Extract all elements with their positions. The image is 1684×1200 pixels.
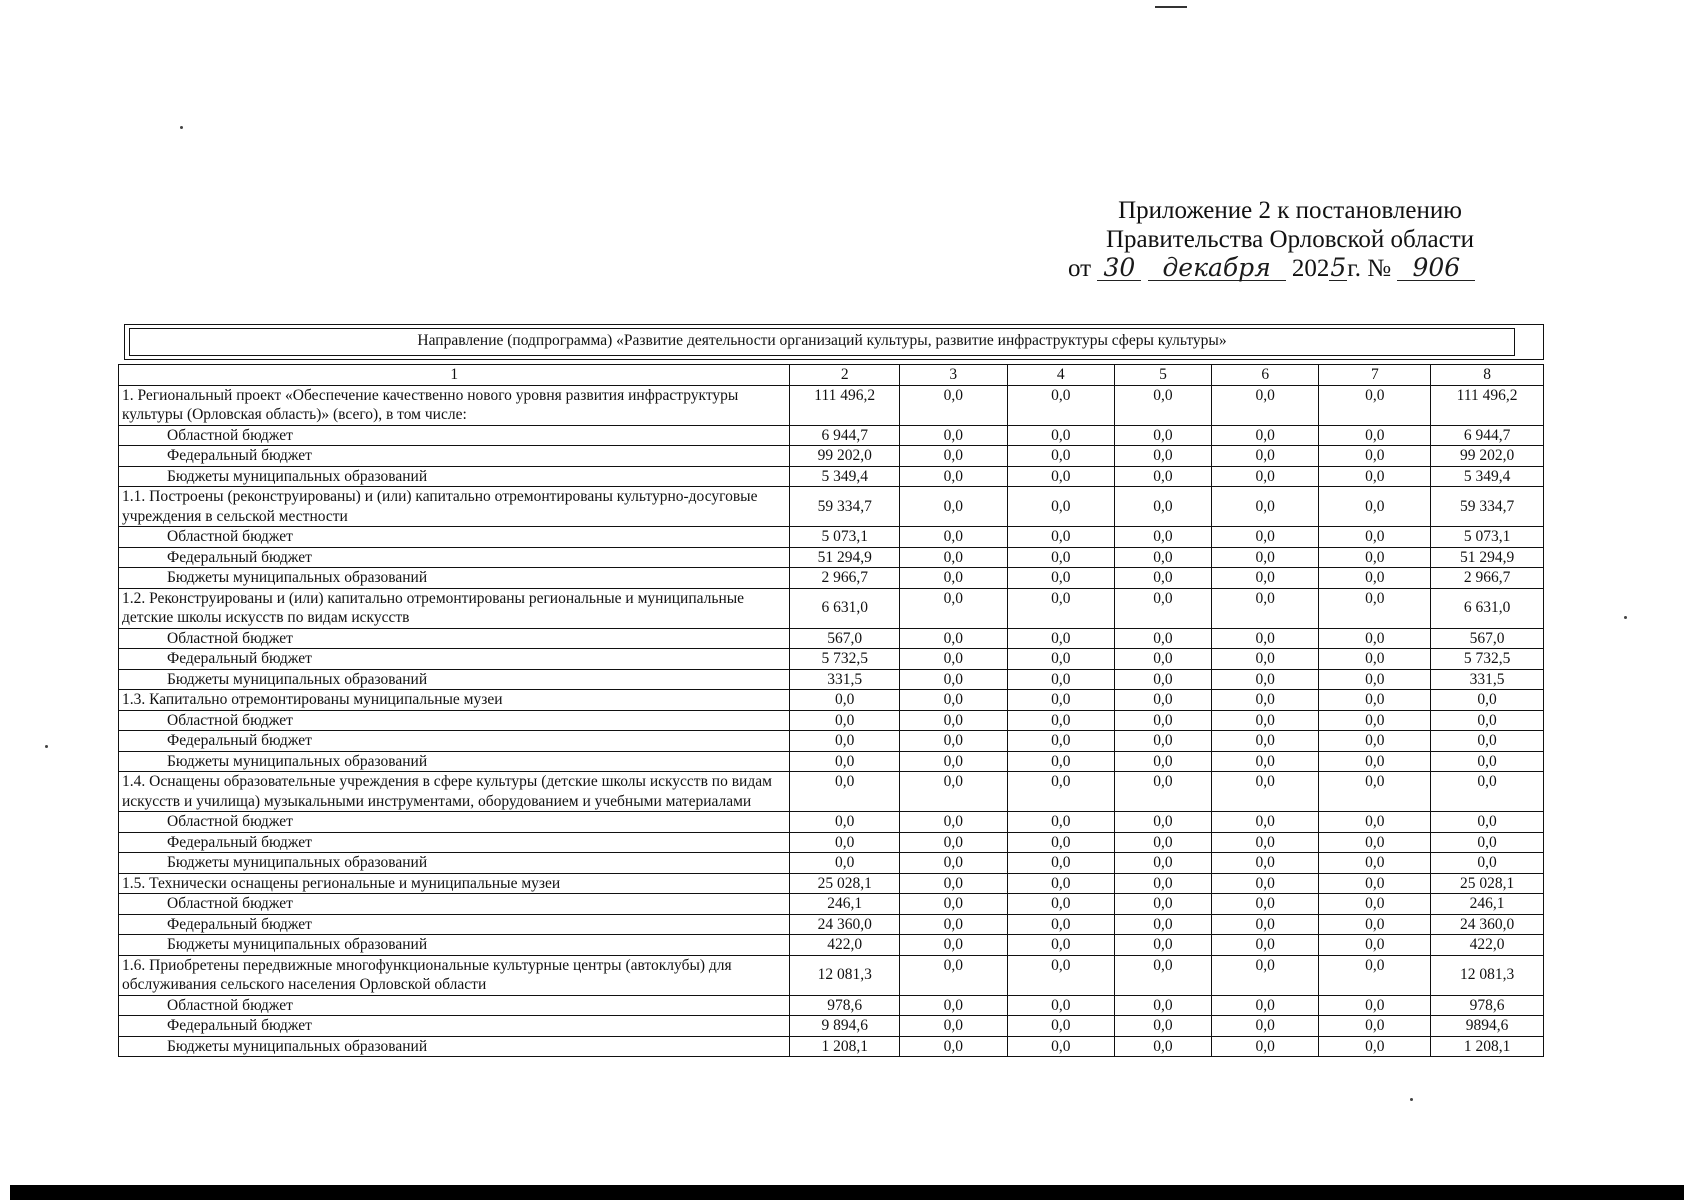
value-cell: 0,0 xyxy=(1211,568,1319,589)
appendix-date-line xyxy=(1060,254,1520,283)
budget-table xyxy=(118,364,1544,1057)
column-number: 6 xyxy=(1211,365,1319,386)
value-cell: 0,0 xyxy=(1211,446,1319,467)
table-row xyxy=(119,628,1544,649)
value-cell: 0,0 xyxy=(1319,446,1431,467)
table-row xyxy=(119,547,1544,568)
value-cell: 0,0 xyxy=(900,751,1008,772)
column-number: 8 xyxy=(1431,365,1544,386)
table-row xyxy=(119,955,1544,995)
appendix-header xyxy=(1060,196,1520,283)
value-cell: 1 208,1 xyxy=(790,1036,900,1057)
table-row xyxy=(119,425,1544,446)
value-cell: 0,0 xyxy=(1211,955,1319,995)
value-cell: 0,0 xyxy=(1115,649,1212,670)
value-cell: 0,0 xyxy=(1115,446,1212,467)
value-cell: 0,0 xyxy=(900,1016,1008,1037)
value-cell: 0,0 xyxy=(900,385,1008,425)
value-cell: 978,6 xyxy=(1431,995,1544,1016)
value-cell: 567,0 xyxy=(790,628,900,649)
value-cell: 0,0 xyxy=(1211,935,1319,956)
value-cell: 0,0 xyxy=(1319,547,1431,568)
value-cell: 0,0 xyxy=(790,751,900,772)
budget-source-label: Бюджеты муниципальных образований xyxy=(119,669,790,690)
value-cell: 9894,6 xyxy=(1431,1016,1544,1037)
column-number: 7 xyxy=(1319,365,1431,386)
value-cell: 25 028,1 xyxy=(1431,873,1544,894)
value-cell: 0,0 xyxy=(1319,1036,1431,1057)
table-row xyxy=(119,487,1544,527)
value-cell: 0,0 xyxy=(1319,873,1431,894)
value-cell: 0,0 xyxy=(900,669,1008,690)
value-cell: 24 360,0 xyxy=(790,914,900,935)
budget-source-label: Бюджеты муниципальных образований xyxy=(119,935,790,956)
value-cell: 0,0 xyxy=(1007,487,1115,527)
value-cell: 0,0 xyxy=(1211,425,1319,446)
appendix-authority: Правительства Орловской области xyxy=(1105,226,1475,253)
measure-label: 1. Региональный проект «Обеспечение качественно нового уровня развития инфраструктуры культуры (Орловская область)» (всего), в том числе: xyxy=(119,385,790,425)
value-cell: 0,0 xyxy=(1115,935,1212,956)
column-number: 4 xyxy=(1007,365,1115,386)
value-cell: 0,0 xyxy=(1319,669,1431,690)
scan-speck xyxy=(1624,616,1627,619)
value-cell: 0,0 xyxy=(1319,649,1431,670)
table-row xyxy=(119,894,1544,915)
value-cell: 0,0 xyxy=(1007,873,1115,894)
value-cell: 0,0 xyxy=(1115,710,1212,731)
value-cell: 6 631,0 xyxy=(1431,588,1544,628)
value-cell: 0,0 xyxy=(1115,731,1212,752)
value-cell: 12 081,3 xyxy=(1431,955,1544,995)
value-cell: 0,0 xyxy=(900,690,1008,711)
value-cell: 5 732,5 xyxy=(1431,649,1544,670)
value-cell: 0,0 xyxy=(1319,751,1431,772)
value-cell: 0,0 xyxy=(1211,894,1319,915)
value-cell: 0,0 xyxy=(1007,527,1115,548)
value-cell: 0,0 xyxy=(1211,832,1319,853)
value-cell: 0,0 xyxy=(1431,751,1544,772)
value-cell: 0,0 xyxy=(1115,894,1212,915)
value-cell: 59 334,7 xyxy=(1431,487,1544,527)
value-cell: 0,0 xyxy=(1115,588,1212,628)
value-cell: 0,0 xyxy=(1211,547,1319,568)
value-cell: 0,0 xyxy=(1431,690,1544,711)
budget-source-label: Федеральный бюджет xyxy=(119,547,790,568)
value-cell: 246,1 xyxy=(790,894,900,915)
value-cell: 0,0 xyxy=(1115,995,1212,1016)
value-cell: 0,0 xyxy=(900,568,1008,589)
value-cell: 978,6 xyxy=(790,995,900,1016)
value-cell: 0,0 xyxy=(900,812,1008,833)
value-cell: 5 073,1 xyxy=(790,527,900,548)
value-cell: 0,0 xyxy=(900,853,1008,874)
value-cell: 0,0 xyxy=(1115,385,1212,425)
value-cell: 0,0 xyxy=(1211,669,1319,690)
value-cell: 0,0 xyxy=(900,649,1008,670)
value-cell: 0,0 xyxy=(1319,527,1431,548)
value-cell: 0,0 xyxy=(900,731,1008,752)
value-cell: 12 081,3 xyxy=(790,955,900,995)
value-cell: 0,0 xyxy=(900,894,1008,915)
column-number: 3 xyxy=(900,365,1008,386)
value-cell: 0,0 xyxy=(1211,527,1319,548)
value-cell: 0,0 xyxy=(900,487,1008,527)
budget-source-label: Бюджеты муниципальных образований xyxy=(119,1036,790,1057)
measure-label: 1.4. Оснащены образовательные учреждения в сфере культуры (детские школы искусств по видам искусств и училища) музыкальными инструментами, оборудованием и учебными материалами xyxy=(119,772,790,812)
value-cell: 2 966,7 xyxy=(1431,568,1544,589)
table-row xyxy=(119,710,1544,731)
value-cell: 0,0 xyxy=(1211,466,1319,487)
value-cell: 0,0 xyxy=(1007,568,1115,589)
value-cell: 0,0 xyxy=(900,832,1008,853)
budget-source-label: Федеральный бюджет xyxy=(119,446,790,467)
table-row xyxy=(119,649,1544,670)
budget-source-label: Бюджеты муниципальных образований xyxy=(119,853,790,874)
budget-source-label: Федеральный бюджет xyxy=(119,832,790,853)
value-cell: 567,0 xyxy=(1431,628,1544,649)
value-cell: 0,0 xyxy=(1115,466,1212,487)
value-cell: 0,0 xyxy=(1007,547,1115,568)
value-cell: 0,0 xyxy=(1115,812,1212,833)
budget-source-label: Областной бюджет xyxy=(119,710,790,731)
value-cell: 0,0 xyxy=(790,772,900,812)
scan-speck xyxy=(45,745,48,748)
measure-label: 1.1. Построены (реконструированы) и (или) капитально отремонтированы культурно-досуговые учреждения в сельской местности xyxy=(119,487,790,527)
value-cell: 0,0 xyxy=(1211,1016,1319,1037)
value-cell: 0,0 xyxy=(1319,710,1431,731)
value-cell: 0,0 xyxy=(1007,995,1115,1016)
value-cell: 0,0 xyxy=(790,690,900,711)
value-cell: 111 496,2 xyxy=(790,385,900,425)
table-row xyxy=(119,669,1544,690)
value-cell: 1 208,1 xyxy=(1431,1036,1544,1057)
value-cell: 0,0 xyxy=(1319,914,1431,935)
table-row xyxy=(119,588,1544,628)
table-row xyxy=(119,935,1544,956)
value-cell: 0,0 xyxy=(1115,751,1212,772)
budget-source-label: Федеральный бюджет xyxy=(119,1016,790,1037)
appendix-title: Приложение 2 к постановлению xyxy=(1118,197,1462,224)
value-cell: 0,0 xyxy=(1319,1016,1431,1037)
value-cell: 0,0 xyxy=(1007,690,1115,711)
value-cell: 422,0 xyxy=(1431,935,1544,956)
budget-source-label: Бюджеты муниципальных образований xyxy=(119,466,790,487)
date-prefix: от xyxy=(1068,255,1092,282)
scan-speck xyxy=(180,126,183,129)
value-cell: 0,0 xyxy=(900,935,1008,956)
value-cell: 9 894,6 xyxy=(790,1016,900,1037)
value-cell: 0,0 xyxy=(1319,832,1431,853)
table-row xyxy=(119,385,1544,425)
value-cell: 0,0 xyxy=(1007,914,1115,935)
table-title-box xyxy=(124,324,1544,360)
value-cell: 0,0 xyxy=(1007,446,1115,467)
value-cell: 0,0 xyxy=(1319,568,1431,589)
value-cell: 0,0 xyxy=(1007,588,1115,628)
value-cell: 0,0 xyxy=(1007,751,1115,772)
value-cell: 0,0 xyxy=(790,731,900,752)
value-cell: 0,0 xyxy=(1007,1036,1115,1057)
value-cell: 0,0 xyxy=(1007,385,1115,425)
value-cell: 99 202,0 xyxy=(790,446,900,467)
value-cell: 0,0 xyxy=(900,914,1008,935)
value-cell: 0,0 xyxy=(1115,1016,1212,1037)
value-cell: 0,0 xyxy=(1319,385,1431,425)
value-cell: 0,0 xyxy=(1115,690,1212,711)
value-cell: 331,5 xyxy=(1431,669,1544,690)
value-cell: 0,0 xyxy=(1007,710,1115,731)
value-cell: 0,0 xyxy=(1115,873,1212,894)
value-cell: 0,0 xyxy=(1007,628,1115,649)
value-cell: 0,0 xyxy=(1211,385,1319,425)
column-number: 1 xyxy=(119,365,790,386)
value-cell: 0,0 xyxy=(1211,487,1319,527)
value-cell: 0,0 xyxy=(1007,812,1115,833)
table-row xyxy=(119,832,1544,853)
value-cell: 0,0 xyxy=(900,466,1008,487)
value-cell: 0,0 xyxy=(1431,832,1544,853)
handwritten-doc-number: 906 xyxy=(1397,256,1475,281)
value-cell: 0,0 xyxy=(1211,914,1319,935)
budget-source-label: Областной бюджет xyxy=(119,995,790,1016)
value-cell: 422,0 xyxy=(790,935,900,956)
value-cell: 0,0 xyxy=(1115,669,1212,690)
table-row xyxy=(119,690,1544,711)
value-cell: 0,0 xyxy=(1319,425,1431,446)
measure-label: 1.2. Реконструированы и (или) капитально отремонтированы региональные и муниципальные детские школы искусств по видам искусств xyxy=(119,588,790,628)
value-cell: 0,0 xyxy=(1007,649,1115,670)
year-suffix: г. № xyxy=(1347,255,1392,282)
table-row xyxy=(119,731,1544,752)
table-row xyxy=(119,527,1544,548)
value-cell: 2 966,7 xyxy=(790,568,900,589)
value-cell: 0,0 xyxy=(1431,853,1544,874)
table-row xyxy=(119,995,1544,1016)
value-cell: 0,0 xyxy=(900,628,1008,649)
value-cell: 0,0 xyxy=(1115,628,1212,649)
table-row xyxy=(119,568,1544,589)
value-cell: 25 028,1 xyxy=(790,873,900,894)
value-cell: 0,0 xyxy=(790,853,900,874)
value-cell: 0,0 xyxy=(1319,955,1431,995)
value-cell: 0,0 xyxy=(790,832,900,853)
value-cell: 0,0 xyxy=(1115,914,1212,935)
value-cell: 0,0 xyxy=(1211,995,1319,1016)
column-number-row xyxy=(119,365,1544,386)
value-cell: 0,0 xyxy=(1319,935,1431,956)
value-cell: 0,0 xyxy=(1007,955,1115,995)
value-cell: 59 334,7 xyxy=(790,487,900,527)
value-cell: 0,0 xyxy=(1211,628,1319,649)
measure-label: 1.3. Капитально отремонтированы муниципальные музеи xyxy=(119,690,790,711)
value-cell: 0,0 xyxy=(1007,669,1115,690)
budget-source-label: Федеральный бюджет xyxy=(119,649,790,670)
handwritten-day: 30 xyxy=(1097,256,1141,281)
value-cell: 0,0 xyxy=(1211,812,1319,833)
value-cell: 0,0 xyxy=(1431,812,1544,833)
value-cell: 0,0 xyxy=(1211,873,1319,894)
value-cell: 0,0 xyxy=(1431,772,1544,812)
value-cell: 0,0 xyxy=(1007,853,1115,874)
value-cell: 0,0 xyxy=(1115,547,1212,568)
value-cell: 111 496,2 xyxy=(1431,385,1544,425)
value-cell: 5 349,4 xyxy=(790,466,900,487)
value-cell: 0,0 xyxy=(1431,731,1544,752)
value-cell: 0,0 xyxy=(1007,731,1115,752)
value-cell: 0,0 xyxy=(1319,812,1431,833)
budget-source-label: Областной бюджет xyxy=(119,527,790,548)
value-cell: 0,0 xyxy=(900,955,1008,995)
value-cell: 0,0 xyxy=(1115,955,1212,995)
value-cell: 0,0 xyxy=(1319,772,1431,812)
value-cell: 0,0 xyxy=(1007,935,1115,956)
value-cell: 6 631,0 xyxy=(790,588,900,628)
handwritten-year-digit: 5 xyxy=(1330,253,1347,282)
value-cell: 0,0 xyxy=(1211,1036,1319,1057)
value-cell: 0,0 xyxy=(1211,690,1319,711)
year-prefix: 202 xyxy=(1291,255,1330,282)
measure-label: 1.6. Приобретены передвижные многофункциональные культурные центры (автоклубы) для обслуживания сельского населения Орловской области xyxy=(119,955,790,995)
value-cell: 0,0 xyxy=(1211,853,1319,874)
scan-top-mark xyxy=(1155,6,1187,8)
value-cell: 0,0 xyxy=(900,772,1008,812)
column-number: 2 xyxy=(790,365,900,386)
value-cell: 0,0 xyxy=(1007,466,1115,487)
value-cell: 0,0 xyxy=(900,527,1008,548)
value-cell: 0,0 xyxy=(1007,425,1115,446)
value-cell: 0,0 xyxy=(1319,466,1431,487)
value-cell: 0,0 xyxy=(1319,628,1431,649)
value-cell: 5 349,4 xyxy=(1431,466,1544,487)
value-cell: 51 294,9 xyxy=(790,547,900,568)
column-number: 5 xyxy=(1115,365,1212,386)
value-cell: 0,0 xyxy=(900,873,1008,894)
value-cell: 0,0 xyxy=(1007,772,1115,812)
value-cell: 246,1 xyxy=(1431,894,1544,915)
table-row xyxy=(119,1016,1544,1037)
value-cell: 0,0 xyxy=(1319,853,1431,874)
value-cell: 0,0 xyxy=(1319,588,1431,628)
value-cell: 5 073,1 xyxy=(1431,527,1544,548)
value-cell: 5 732,5 xyxy=(790,649,900,670)
value-cell: 0,0 xyxy=(1211,588,1319,628)
value-cell: 24 360,0 xyxy=(1431,914,1544,935)
value-cell: 51 294,9 xyxy=(1431,547,1544,568)
value-cell: 0,0 xyxy=(1211,772,1319,812)
value-cell: 0,0 xyxy=(1115,425,1212,446)
table-title: Направление (подпрограмма) «Развитие деятельности организаций культуры, развитие инфраструктуры сферы культуры» xyxy=(129,328,1515,356)
value-cell: 0,0 xyxy=(1211,731,1319,752)
table-row xyxy=(119,812,1544,833)
value-cell: 331,5 xyxy=(790,669,900,690)
value-cell: 0,0 xyxy=(1319,731,1431,752)
handwritten-month: декабря xyxy=(1148,256,1286,281)
value-cell: 0,0 xyxy=(1319,894,1431,915)
value-cell: 99 202,0 xyxy=(1431,446,1544,467)
budget-source-label: Областной бюджет xyxy=(119,425,790,446)
budget-source-label: Федеральный бюджет xyxy=(119,914,790,935)
value-cell: 0,0 xyxy=(900,588,1008,628)
value-cell: 0,0 xyxy=(1115,853,1212,874)
budget-table-body xyxy=(119,365,1544,1057)
budget-source-label: Бюджеты муниципальных образований xyxy=(119,751,790,772)
value-cell: 0,0 xyxy=(1007,832,1115,853)
value-cell: 0,0 xyxy=(1115,832,1212,853)
value-cell: 0,0 xyxy=(1115,772,1212,812)
value-cell: 0,0 xyxy=(1115,1036,1212,1057)
measure-label: 1.5. Технически оснащены региональные и муниципальные музеи xyxy=(119,873,790,894)
budget-source-label: Областной бюджет xyxy=(119,628,790,649)
value-cell: 0,0 xyxy=(790,710,900,731)
value-cell: 0,0 xyxy=(1211,751,1319,772)
budget-source-label: Бюджеты муниципальных образований xyxy=(119,568,790,589)
value-cell: 0,0 xyxy=(900,425,1008,446)
table-row xyxy=(119,751,1544,772)
scan-bottom-edge xyxy=(10,1185,1684,1200)
value-cell: 6 944,7 xyxy=(790,425,900,446)
budget-source-label: Областной бюджет xyxy=(119,894,790,915)
value-cell: 0,0 xyxy=(900,995,1008,1016)
value-cell: 0,0 xyxy=(1211,649,1319,670)
value-cell: 0,0 xyxy=(790,812,900,833)
table-row xyxy=(119,853,1544,874)
value-cell: 0,0 xyxy=(1319,690,1431,711)
budget-source-label: Областной бюджет xyxy=(119,812,790,833)
budget-source-label: Федеральный бюджет xyxy=(119,731,790,752)
value-cell: 0,0 xyxy=(1211,710,1319,731)
value-cell: 0,0 xyxy=(1007,894,1115,915)
value-cell: 0,0 xyxy=(1319,995,1431,1016)
value-cell: 0,0 xyxy=(1007,1016,1115,1037)
table-row xyxy=(119,914,1544,935)
table-row xyxy=(119,446,1544,467)
value-cell: 0,0 xyxy=(900,547,1008,568)
value-cell: 0,0 xyxy=(900,710,1008,731)
table-row xyxy=(119,466,1544,487)
value-cell: 0,0 xyxy=(1431,710,1544,731)
value-cell: 0,0 xyxy=(1115,527,1212,548)
value-cell: 0,0 xyxy=(1115,487,1212,527)
value-cell: 0,0 xyxy=(1319,487,1431,527)
value-cell: 0,0 xyxy=(1115,568,1212,589)
table-row xyxy=(119,772,1544,812)
scan-speck xyxy=(1410,1098,1413,1101)
value-cell: 0,0 xyxy=(900,446,1008,467)
table-row xyxy=(119,873,1544,894)
table-row xyxy=(119,1036,1544,1057)
value-cell: 6 944,7 xyxy=(1431,425,1544,446)
value-cell: 0,0 xyxy=(900,1036,1008,1057)
